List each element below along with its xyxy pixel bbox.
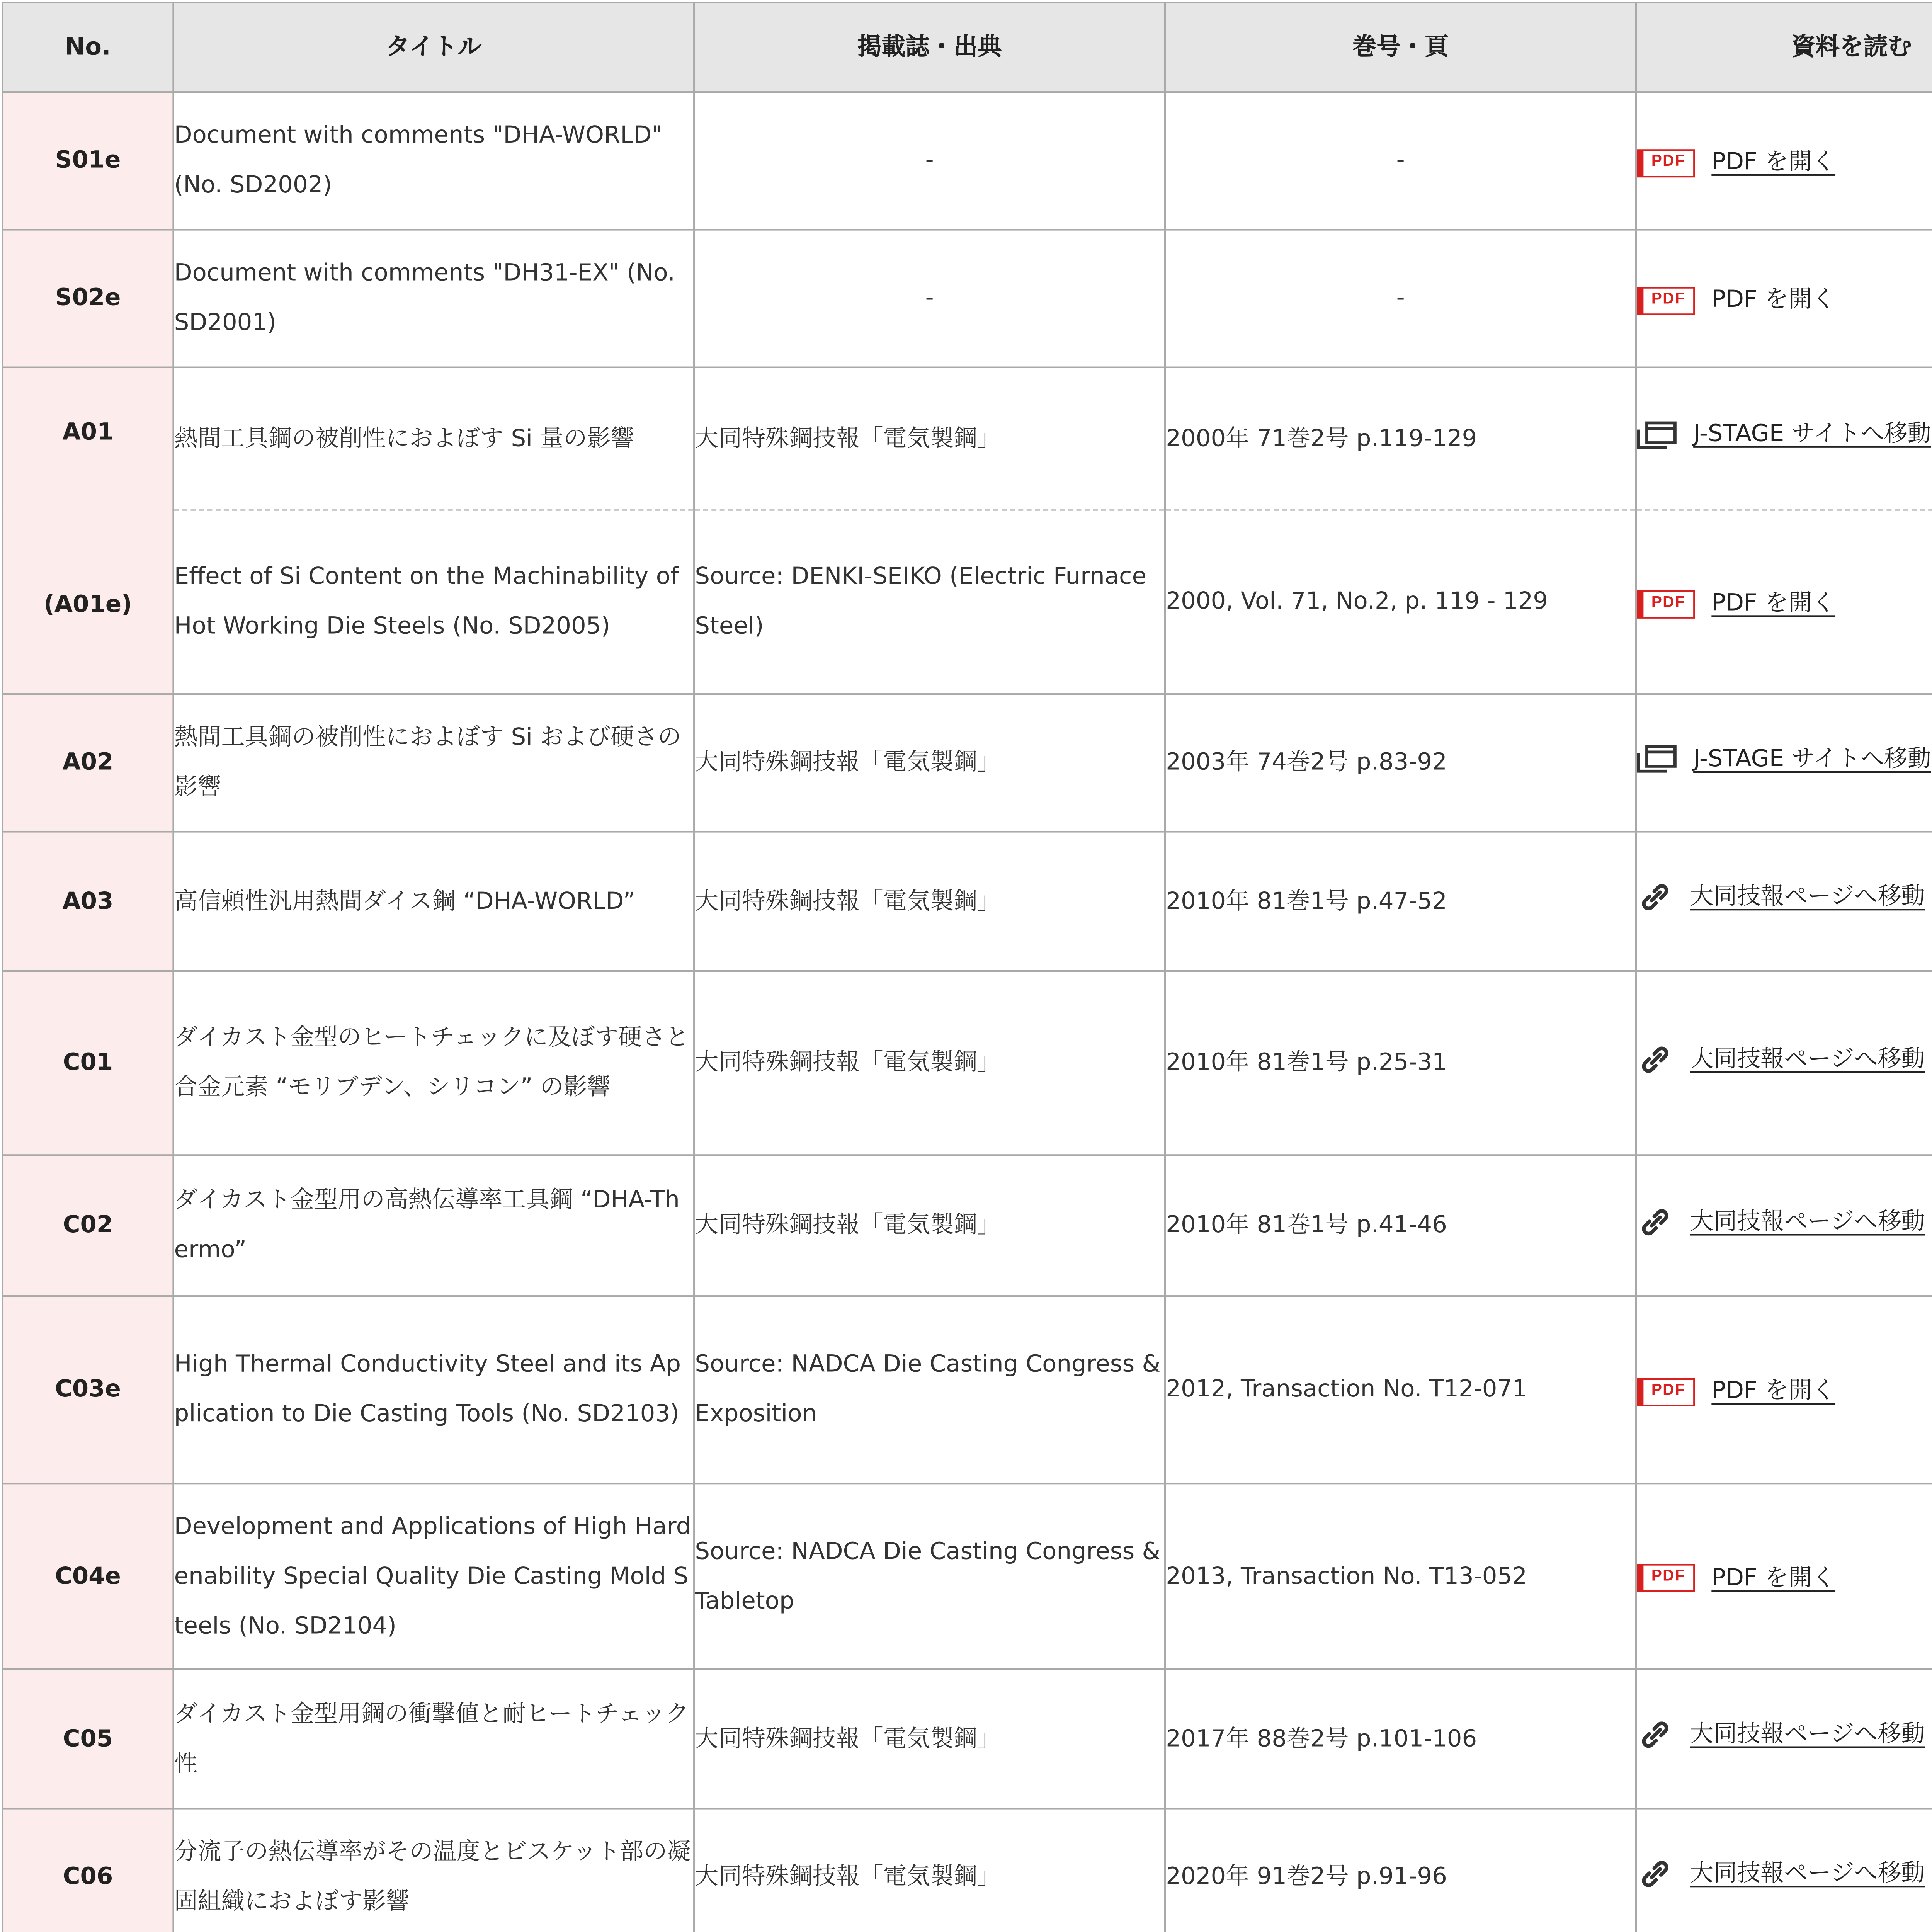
row-number: A01 (62, 419, 114, 446)
volume-pages: 2013, Transaction No. T13-052 (1165, 1483, 1636, 1669)
document-title: 高信頼性汎用熱間ダイス鋼 “DHA-WORLD” (173, 832, 694, 971)
document-title: 熱間工具鋼の被削性におよぼす Si および硬さの影響 (173, 694, 694, 832)
document-title: ダイカスト金型のヒートチェックに及ぼす硬さと合金元素 “モリブデン、シリコン” の影響 (173, 971, 694, 1155)
table-header-row (2, 2, 1932, 92)
link-cell (1636, 92, 1932, 230)
daido-report-link[interactable]: 大同技報ページへ移動 (1637, 1710, 1925, 1760)
publication-source: - (694, 230, 1165, 367)
pdf-icon: PDF (1637, 286, 1695, 315)
table-row (2, 832, 1932, 971)
row-number: S02e (2, 230, 173, 367)
link-cell (1636, 1155, 1932, 1296)
daido-report-link[interactable]: 大同技報ページへ移動 (1637, 1848, 1925, 1898)
literature-table (2, 2, 1932, 1932)
link-icon (1637, 1044, 1673, 1074)
link-cell (1636, 1808, 1932, 1932)
link-cell (1636, 367, 1932, 511)
publication-source: Source: NADCA Die Casting Congress & Exposition (694, 1296, 1165, 1483)
row-number: C05 (2, 1669, 173, 1809)
open-pdf-link[interactable]: PDF PDF を開く (1637, 276, 1835, 326)
volume-pages: 2017年 88巻2号 p.101-106 (1165, 1669, 1636, 1809)
open-pdf-link[interactable]: PDF PDF を開く (1637, 1554, 1835, 1604)
document-title: Document with comments "DHA-WORLD" (No. SD2002) (173, 92, 694, 230)
table-row (2, 511, 1932, 694)
pdf-icon: PDF (1637, 590, 1695, 619)
volume-pages: 2020年 91巻2号 p.91-96 (1165, 1808, 1636, 1932)
open-pdf-link[interactable]: PDF PDF を開く (1637, 580, 1835, 629)
row-number-group-a01 (2, 367, 173, 694)
link-cell (1636, 1669, 1932, 1809)
publication-source: 大同特殊鋼技報「電気製鋼」 (694, 971, 1165, 1155)
pdf-icon: PDF (1637, 149, 1695, 177)
column-header-source: 掲載誌・出典 (694, 2, 1165, 92)
column-header-no: No. (2, 2, 173, 92)
column-header-link: 資料を読む (1636, 2, 1932, 92)
jstage-link[interactable]: J-STAGE サイトへ移動 (1637, 410, 1931, 460)
link-cell (1636, 971, 1932, 1155)
document-title: ダイカスト金型用の高熱伝導率工具鋼 “DHA-Thermo” (173, 1155, 694, 1296)
publication-source: 大同特殊鋼技報「電気製鋼」 (694, 832, 1165, 971)
link-icon (1637, 1858, 1673, 1888)
volume-pages: - (1165, 92, 1636, 230)
volume-pages: - (1165, 230, 1636, 367)
publication-source: 大同特殊鋼技報「電気製鋼」 (694, 1669, 1165, 1809)
table-row (2, 1296, 1932, 1483)
window-icon (1637, 421, 1677, 449)
table-row (2, 92, 1932, 230)
link-cell (1636, 230, 1932, 367)
link-cell (1636, 1296, 1932, 1483)
document-title: Development and Applications of High Hardenability Special Quality Die Casting Mold Steels (No. SD2104) (173, 1483, 694, 1669)
pdf-icon: PDF (1637, 1378, 1695, 1406)
pdf-icon: PDF (1637, 1564, 1695, 1592)
document-title: Effect of Si Content on the Machinability of Hot Working Die Steels (No. SD2005) (173, 511, 694, 694)
row-number: A03 (2, 832, 173, 971)
volume-pages: 2010年 81巻1号 p.25-31 (1165, 971, 1636, 1155)
table-row (2, 1155, 1932, 1296)
daido-report-link[interactable]: 大同技報ページへ移動 (1637, 1197, 1925, 1247)
volume-pages: 2000年 71巻2号 p.119-129 (1165, 367, 1636, 511)
link-cell (1636, 511, 1932, 694)
window-icon (1637, 745, 1677, 773)
volume-pages: 2010年 81巻1号 p.41-46 (1165, 1155, 1636, 1296)
table-row (2, 1808, 1932, 1932)
publication-source: Source: DENKI-SEIKO (Electric Furnace Steel) (694, 511, 1165, 694)
link-cell (1636, 832, 1932, 971)
table-row (2, 230, 1932, 367)
document-title: High Thermal Conductivity Steel and its Application to Die Casting Tools (No. SD2103) (173, 1296, 694, 1483)
volume-pages: 2003年 74巻2号 p.83-92 (1165, 694, 1636, 832)
publication-source: 大同特殊鋼技報「電気製鋼」 (694, 1155, 1165, 1296)
link-icon (1637, 882, 1673, 912)
row-number: C04e (2, 1483, 173, 1669)
column-header-title: タイトル (173, 2, 694, 92)
link-cell (1636, 694, 1932, 832)
row-number: C06 (2, 1808, 173, 1932)
column-header-volume: 巻号・頁 (1165, 2, 1636, 92)
table-row (2, 694, 1932, 832)
document-title: 分流子の熱伝導率がその温度とビスケット部の凝固組織におよぼす影響 (173, 1808, 694, 1932)
volume-pages: 2012, Transaction No. T12-071 (1165, 1296, 1636, 1483)
table-row (2, 367, 1932, 511)
open-pdf-link[interactable]: PDF PDF を開く (1637, 138, 1835, 188)
table-row (2, 971, 1932, 1155)
table-row (2, 1669, 1932, 1809)
publication-source: 大同特殊鋼技報「電気製鋼」 (694, 1808, 1165, 1932)
volume-pages: 2010年 81巻1号 p.47-52 (1165, 832, 1636, 971)
row-number: S01e (2, 92, 173, 230)
table-row (2, 1483, 1932, 1669)
document-title: Document with comments "DH31-EX" (No. SD2001) (173, 230, 694, 367)
daido-report-link[interactable]: 大同技報ページへ移動 (1637, 872, 1925, 922)
document-title: 熱間工具鋼の被削性におよぼす Si 量の影響 (173, 367, 694, 511)
volume-pages: 2000, Vol. 71, No.2, p. 119 - 129 (1165, 511, 1636, 694)
publication-source: - (694, 92, 1165, 230)
open-pdf-link[interactable]: PDF PDF を開く (1637, 1367, 1835, 1417)
document-title: ダイカスト金型用鋼の衝撃値と耐ヒートチェック性 (173, 1669, 694, 1809)
jstage-link[interactable]: J-STAGE サイトへ移動 (1637, 734, 1931, 784)
row-number: C03e (2, 1296, 173, 1483)
link-icon (1637, 1720, 1673, 1750)
row-number: C02 (2, 1155, 173, 1296)
row-number: C01 (2, 971, 173, 1155)
publication-source: 大同特殊鋼技報「電気製鋼」 (694, 367, 1165, 511)
publication-source: 大同特殊鋼技報「電気製鋼」 (694, 694, 1165, 832)
row-number: (A01e) (44, 592, 132, 619)
link-cell (1636, 1483, 1932, 1669)
link-icon (1637, 1206, 1673, 1236)
row-number: A02 (2, 694, 173, 832)
daido-report-link[interactable]: 大同技報ページへ移動 (1637, 1034, 1925, 1084)
publication-source: Source: NADCA Die Casting Congress & Tabletop (694, 1483, 1165, 1669)
